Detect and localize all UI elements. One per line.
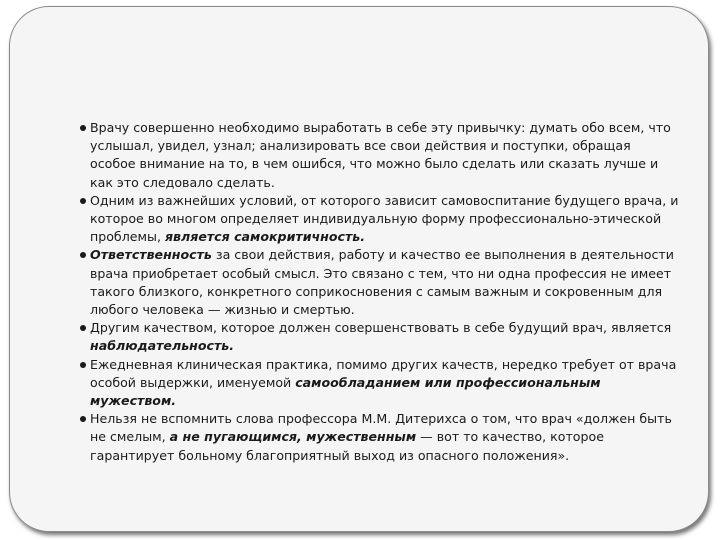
bullet-emphasis-lead: Ответственность bbox=[90, 247, 212, 263]
bullet-item-responsibility bbox=[80, 246, 680, 319]
bullet-text-after: — вот то качество, которое гарантирует больному благоприятный выход из опасного положения». bbox=[90, 429, 604, 463]
bullet-dot-icon bbox=[80, 252, 86, 258]
bullet-dot-icon bbox=[80, 362, 86, 368]
bullet-list bbox=[80, 119, 680, 465]
bullet-item-courage bbox=[80, 410, 680, 465]
bullet-text: за свои действия, работу и качество ее выполнения в деятельности врача приобретает особый смысл. Это связано с тем, что ни одна профессия не имеет такого близкого, конкретного соприкосновения с самым важным и сокровенным для любого человека — жизнью и смертью. bbox=[90, 247, 674, 318]
bullet-item-self-criticism bbox=[80, 192, 680, 247]
bullet-text: Врачу совершенно необходимо выработать в себе эту привычку: думать обо всем, что услышал, увидел, узнал; анализировать все свои действия и поступки, обращая особое внимание на то, в чем ошибся, что можно было сделать или сказать лучше и как это следовало сделать. bbox=[90, 120, 671, 190]
bullet-item-composure bbox=[80, 356, 680, 411]
bullet-emphasis: является самокритичность. bbox=[164, 229, 366, 245]
bullet-text: Ежедневная клиническая практика, помимо других качеств, нередко требует от врача особой выдержки, именуемой bbox=[90, 356, 677, 390]
bullet-dot-icon bbox=[80, 416, 86, 422]
bullet-dot-icon bbox=[80, 125, 86, 131]
bullet-emphasis: самообладанием или профессиональным мужеством. bbox=[90, 374, 601, 409]
bullet-emphasis: наблюдательность. bbox=[90, 338, 235, 354]
bullet-text: Нельзя не вспомнить слова профессора М.М. Дитерихса о том, что врач «должен быть не смелым, bbox=[90, 411, 672, 445]
bullet-dot-icon bbox=[80, 325, 86, 331]
bullet-text: Одним из важнейших условий, от которого зависит самовоспитание будущего врача, и которое во многом определяет индивидуальную форму профессионально-этической проблемы, bbox=[90, 192, 679, 245]
bullet-text: Другим качеством, которое должен совершенствовать в себе будущий врач, является bbox=[90, 320, 672, 336]
bullet-item-observation bbox=[80, 319, 680, 355]
bullet-dot-icon bbox=[80, 198, 86, 204]
bullet-item-habit bbox=[80, 119, 680, 192]
bullet-emphasis: а не пугающимся, мужественным bbox=[169, 429, 417, 445]
